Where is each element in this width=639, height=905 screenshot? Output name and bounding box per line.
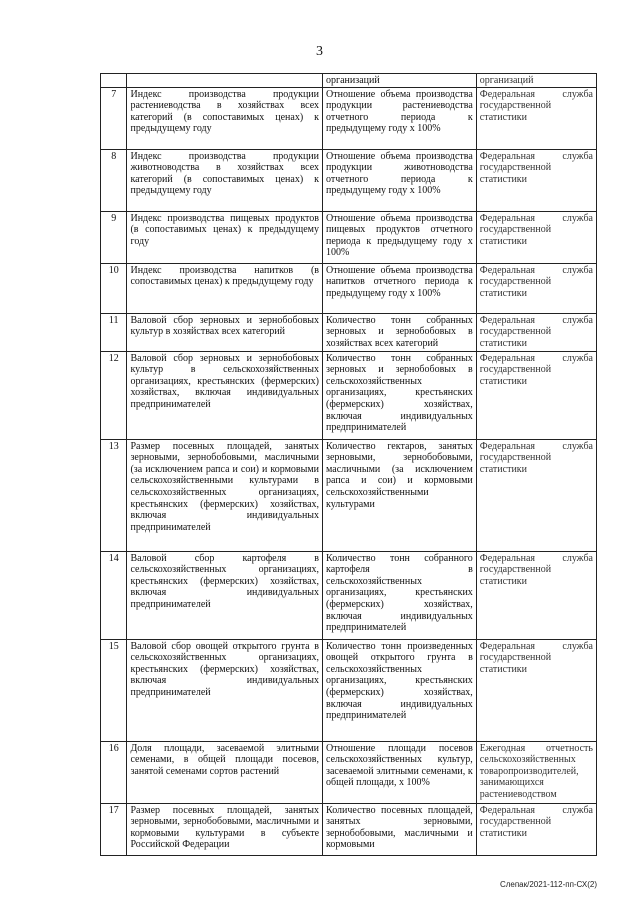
data-source: Федеральная служба государственной статистики <box>476 211 596 263</box>
calculation-method: Отношение площади посевов сельскохозяйственных культур, засеваемой элитными семенами, к общей площади, х 100% <box>323 741 477 803</box>
indicator-name: Индекс производства продукции растениеводства в хозяйствах всех категорий (в сопоставимых ценах) к предыдущему году <box>127 87 323 149</box>
row-number: 10 <box>101 263 127 313</box>
indicator-name: Размер посевных площадей, занятых зерновыми, зернобобовыми, масличными (за исключением рапса и сои) и кормовыми сельскохозяйственными культурами в сельскохозяйственных организациях, крестьянских (фермерских) хозяйствах, включая индивидуальных предпринимателей <box>127 439 323 551</box>
table-row <box>101 149 597 211</box>
row-number: 11 <box>101 313 127 351</box>
row-number: 8 <box>101 149 127 211</box>
table-row <box>101 313 597 351</box>
table-row <box>101 439 597 551</box>
table-row <box>101 551 597 639</box>
data-source: Федеральная служба государственной статистики <box>476 149 596 211</box>
data-source: Федеральная служба государственной статистики <box>476 551 596 639</box>
data-source: Федеральная служба государственной статистики <box>476 263 596 313</box>
indicator-name: Валовой сбор зерновых и зернобобовых культур в сельскохозяйственных организациях, крестьянских (фермерских) хозяйствах, включая индивидуальных предпринимателей <box>127 351 323 439</box>
indicator-name: Валовой сбор зерновых и зернобобовых культур в хозяйствах всех категорий <box>127 313 323 351</box>
indicator-name: Размер посевных площадей, занятых зерновыми, зернобобовыми, масличными и кормовыми культурами в субъекте Российской Федерации <box>127 803 323 855</box>
row-number: 15 <box>101 639 127 741</box>
indicator-name: Валовой сбор овощей открытого грунта в сельскохозяйственных организациях, крестьянских (фермерских) хозяйствах, включая индивидуальных предпринимателей <box>127 639 323 741</box>
data-source: организаций <box>476 74 596 88</box>
table-row <box>101 803 597 855</box>
data-source: Федеральная служба государственной статистики <box>476 87 596 149</box>
indicator-name: Индекс производства продукции животноводства в хозяйствах всех категорий (в сопоставимых ценах) к предыдущему году <box>127 149 323 211</box>
calculation-method: Количество тонн собранных зерновых и зернобобовых в сельскохозяйственных организациях, крестьянских (фермерских) хозяйствах, включая индивидуальных предпринимателей <box>323 351 477 439</box>
row-number: 17 <box>101 803 127 855</box>
table-row <box>101 741 597 803</box>
table-row <box>101 87 597 149</box>
indicators-table <box>100 73 597 856</box>
indicator-name <box>127 74 323 88</box>
data-source: Федеральная служба государственной статистики <box>476 803 596 855</box>
row-number: 14 <box>101 551 127 639</box>
indicator-name: Индекс производства пищевых продуктов (в сопоставимых ценах) к предыдущему году <box>127 211 323 263</box>
document-code: Слепак/2021-112-пп-СХ(2) <box>499 880 597 889</box>
data-source: Ежегодная отчетность сельскохозяйственных товаропроизводителей, занимающихся растениеводством <box>476 741 596 803</box>
row-number: 9 <box>101 211 127 263</box>
table-row <box>101 211 597 263</box>
indicator-name: Доля площади, засеваемой элитными семенами, в общей площади посевов, занятой семенами сортов растений <box>127 741 323 803</box>
row-number <box>101 74 127 88</box>
row-number: 12 <box>101 351 127 439</box>
row-number: 13 <box>101 439 127 551</box>
calculation-method: организаций <box>323 74 477 88</box>
calculation-method: Количество тонн собранного картофеля в сельскохозяйственных организациях, крестьянских (фермерских) хозяйствах, включая индивидуальных предпринимателей <box>323 551 477 639</box>
table-row <box>101 263 597 313</box>
calculation-method: Отношение объема производства пищевых продуктов отчетного периода к предыдущему году х 100% <box>323 211 477 263</box>
data-source: Федеральная служба государственной статистики <box>476 639 596 741</box>
data-source: Федеральная служба государственной статистики <box>476 313 596 351</box>
indicator-name: Индекс производства напитков (в сопоставимых ценах) к предыдущему году <box>127 263 323 313</box>
page-number: 3 <box>316 44 323 59</box>
calculation-method: Отношение объема производства напитков отчетного периода к предыдущему году х 100% <box>323 263 477 313</box>
row-number: 16 <box>101 741 127 803</box>
calculation-method: Количество посевных площадей, занятых зерновыми, зернобобовыми, масличными и кормовыми <box>323 803 477 855</box>
calculation-method: Отношение объема производства продукции растениеводства отчетного периода к предыдущему году х 100% <box>323 87 477 149</box>
calculation-method: Количество тонн произведенных овощей открытого грунта в сельскохозяйственных организациях, крестьянских (фермерских) хозяйствах, включая индивидуальных предпринимателей <box>323 639 477 741</box>
table-row <box>101 351 597 439</box>
data-source: Федеральная служба государственной статистики <box>476 439 596 551</box>
table-row <box>101 74 597 88</box>
data-source: Федеральная служба государственной статистики <box>476 351 596 439</box>
row-number: 7 <box>101 87 127 149</box>
calculation-method: Количество тонн собранных зерновых и зернобобовых в хозяйствах всех категорий <box>323 313 477 351</box>
calculation-method: Количество гектаров, занятых зерновыми, зернобобовыми, масличными (за исключением рапса и сои) и кормовыми сельскохозяйственными культурами <box>323 439 477 551</box>
indicator-name: Валовой сбор картофеля в сельскохозяйственных организациях, крестьянских (фермерских) хозяйствах, включая индивидуальных предпринимателей <box>127 551 323 639</box>
calculation-method: Отношение объема производства продукции животноводства отчетного периода к предыдущему году х 100% <box>323 149 477 211</box>
table-row <box>101 639 597 741</box>
